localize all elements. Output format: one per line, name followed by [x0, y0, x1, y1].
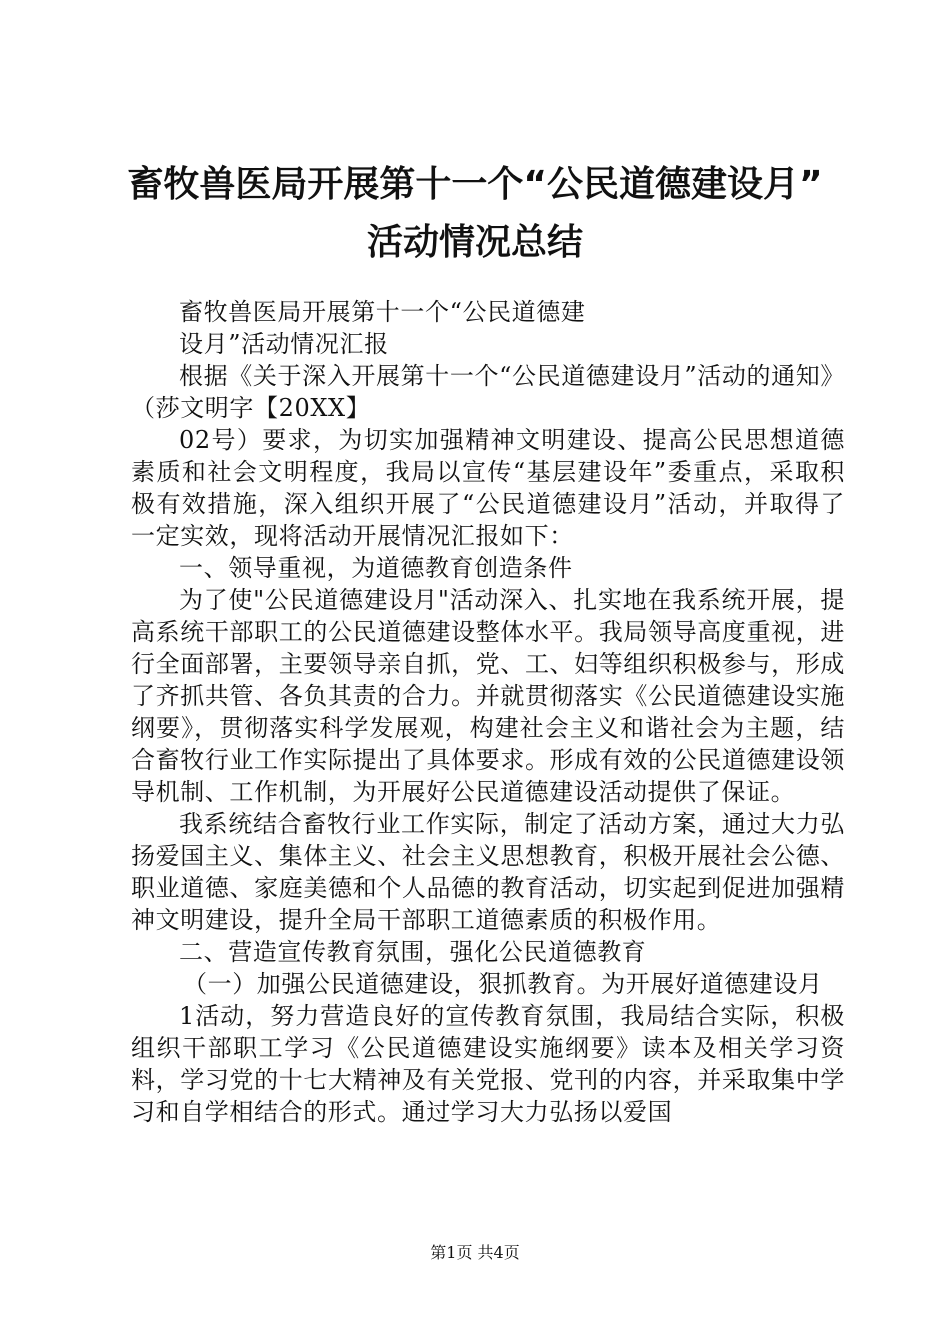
- paragraph-subtitle-1: 畜牧兽医局开展第十一个“公民道德建: [179, 298, 586, 326]
- document-body: [131, 296, 845, 1128]
- subsection-heading-2-1: （一）加强公民道德建设，狠抓教育。为开展好道德建设月: [183, 970, 823, 998]
- section-heading-1: 一、领导重视，为道德教育创造条件: [179, 554, 573, 582]
- paragraph-section-2-a: 1活动，努力营造良好的宣传教育氛围，我局结合实际，积极组织干部职工学习《公民道德建设实施纲要》读本及相关学习资料，学习党的十七大精神及有关党报、党刊的内容，并采取集中学习和自学相结合的形式。通过学习大力弘扬以爱国: [131, 1002, 845, 1126]
- page-number-footer: 第1页 共4页: [430, 1243, 520, 1262]
- document-title-line-1: 畜牧兽医局开展第十一个“公民道德建设月”: [127, 164, 823, 205]
- document-title-line-2: 活动情况总结: [366, 222, 583, 263]
- paragraph-subtitle-2: 设月”活动情况汇报: [179, 330, 389, 358]
- paragraph-intro: 根据《关于深入开展第十一个“公民道德建设月”活动的通知》（莎文明字【20XX】: [131, 362, 845, 422]
- paragraph-section-1-a: 为了使"公民道德建设月"活动深入、扎实地在我系统开展，提高系统干部职工的公民道德建设整体水平。我局领导高度重视，进行全面部署，主要领导亲自抓，党、工、妇等组织积极参与，形成了齐抓共管、各负其责的合力。并就贯彻落实《公民道德建设实施纲要》，贯彻落实科学发展观，构建社会主义和谐社会为主题，结合畜牧行业工作实际提出了具体要求。形成有效的公民道德建设领导机制、工作机制，为开展好公民道德建设活动提供了保证。: [131, 586, 845, 806]
- paragraph-intro-continued: 02号）要求，为切实加强精神文明建设、提高公民思想道德素质和社会文明程度，我局以宣传“基层建设年”委重点，采取积极有效措施，深入组织开展了“公民道德建设月”活动，并取得了一定实效，现将活动开展情况汇报如下：: [131, 426, 845, 550]
- section-heading-2: 二、营造宣传教育氛围，强化公民道德教育: [179, 938, 647, 966]
- paragraph-section-1-b: 我系统结合畜牧行业工作实际，制定了活动方案，通过大力弘扬爱国主义、集体主义、社会主义思想教育，积极开展社会公德、职业道德、家庭美德和个人品德的教育活动，切实起到促进加强精神文明建设，提升全局干部职工道德素质的积极作用。: [131, 810, 845, 934]
